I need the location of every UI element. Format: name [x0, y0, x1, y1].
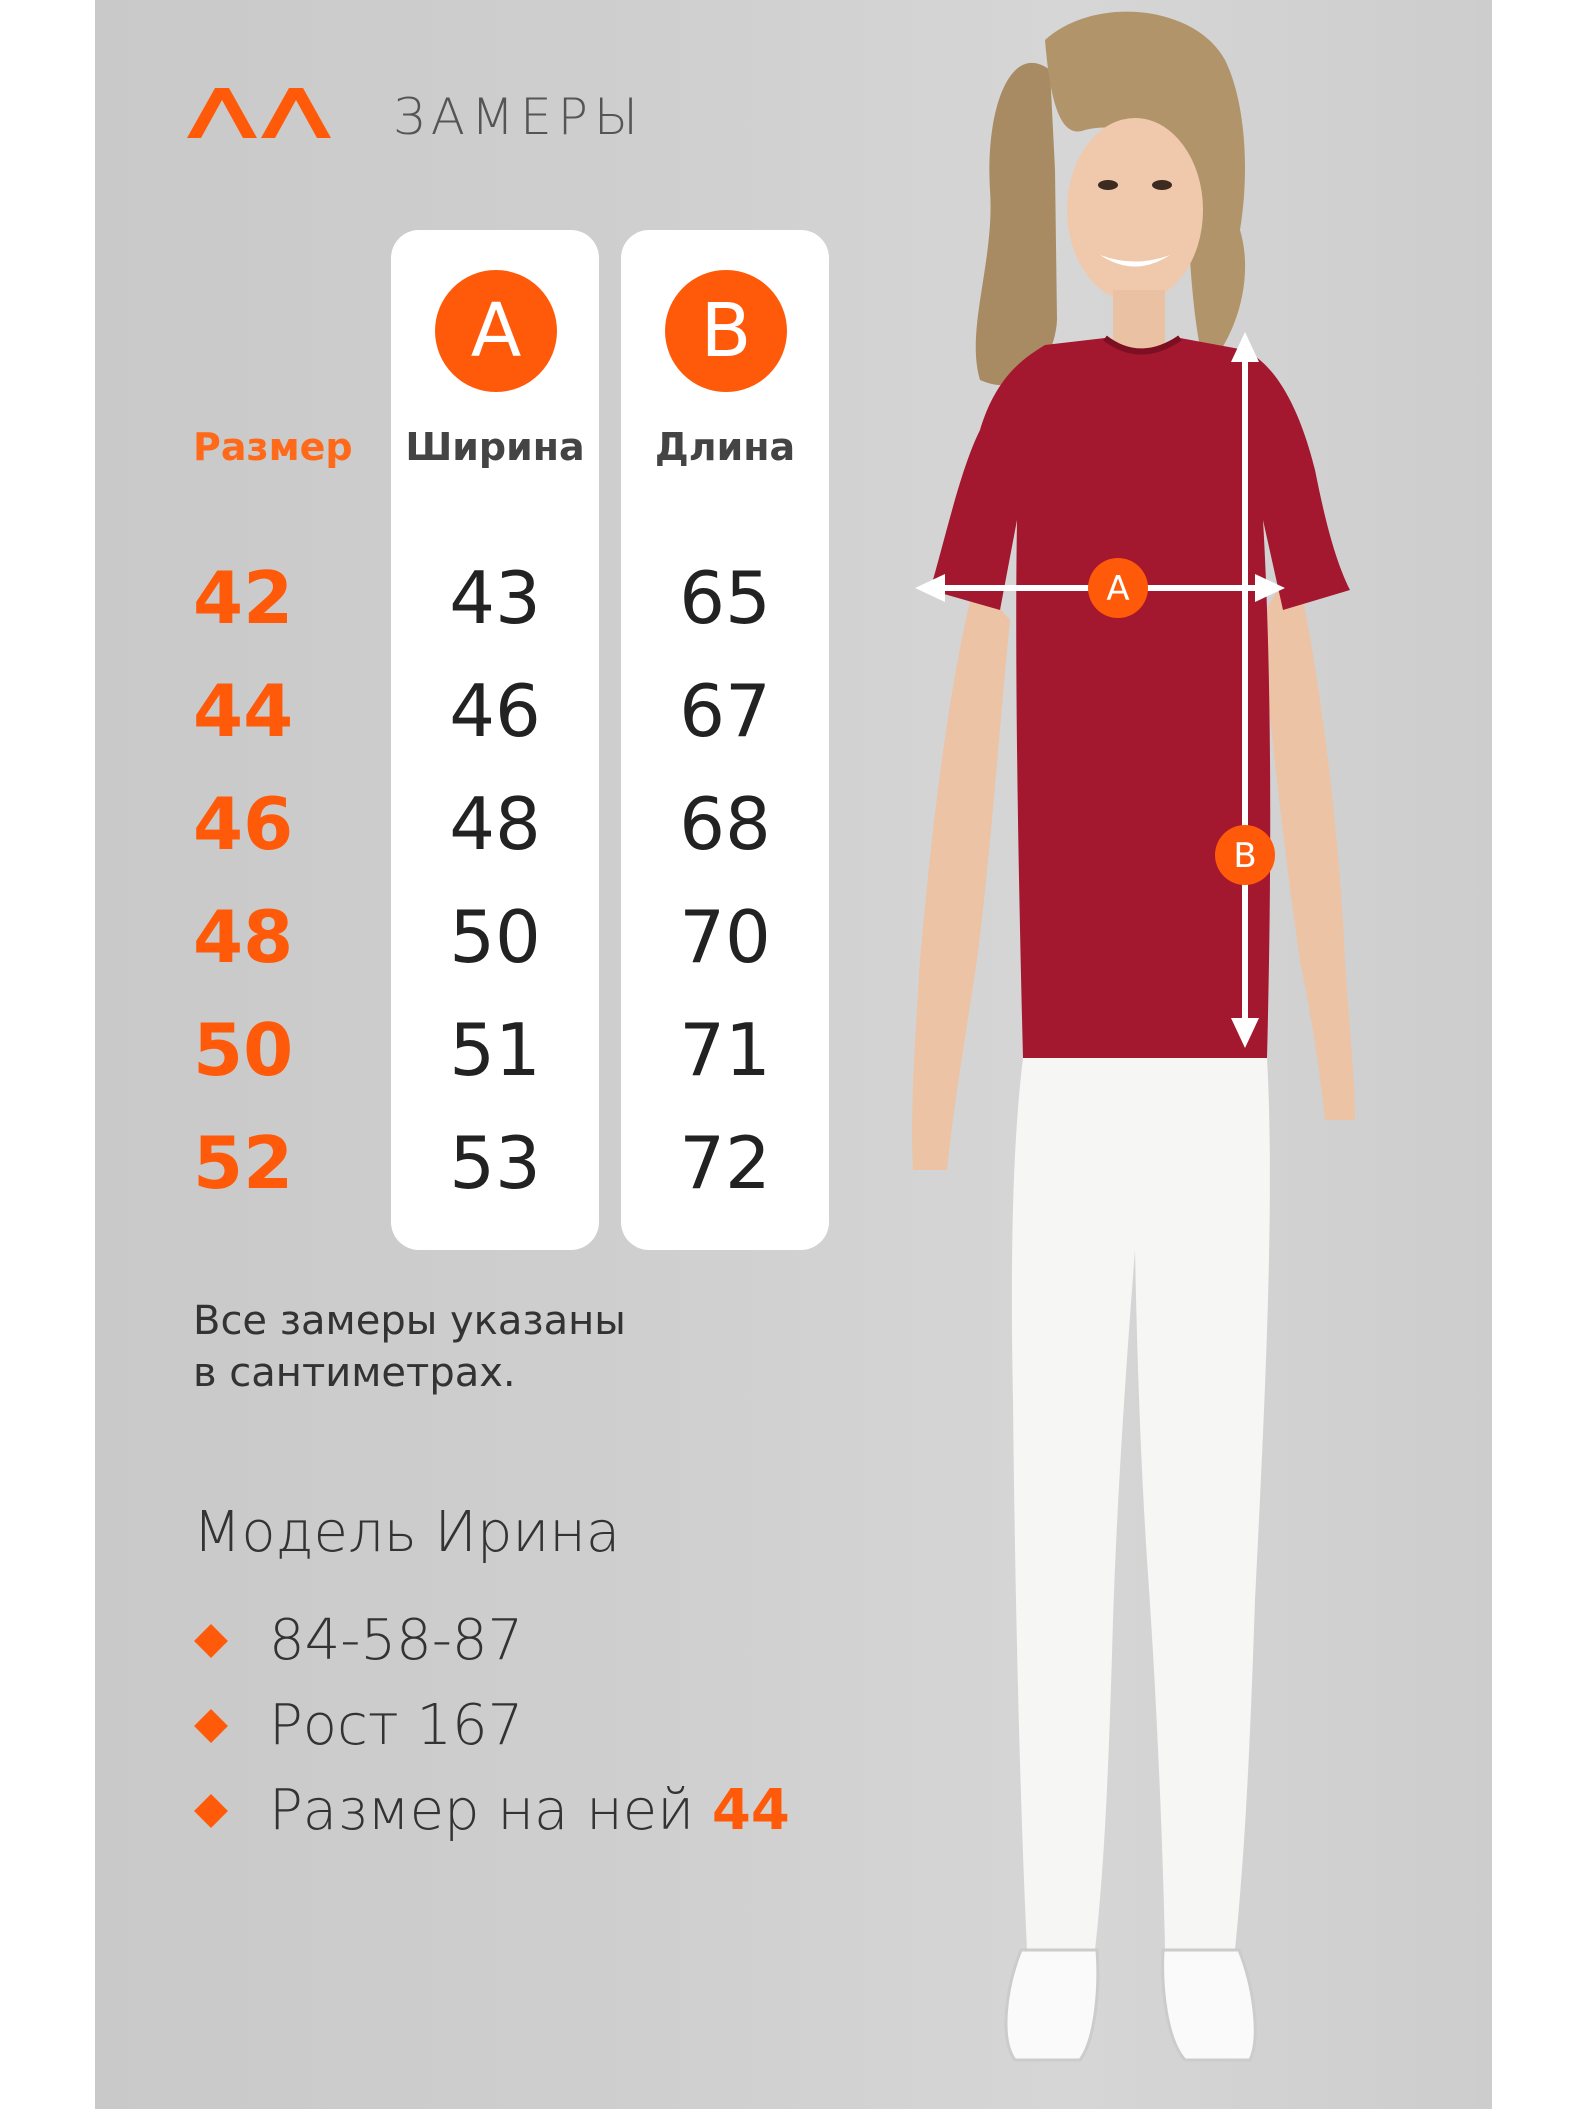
- model-right-arm: [1260, 560, 1355, 1120]
- width-value: 50: [449, 895, 541, 979]
- length-value: 65: [679, 556, 771, 640]
- model-info-item: [193, 1683, 790, 1768]
- model-face: [1067, 118, 1203, 302]
- length-column-header: Длина: [654, 425, 796, 469]
- model-hair: [976, 63, 1057, 385]
- diamond-bullet-icon: [194, 1794, 228, 1828]
- size-value: 50: [193, 1008, 294, 1092]
- badge-a: A: [435, 270, 557, 392]
- model-size-worn: [269, 1778, 790, 1843]
- length-value: 72: [679, 1121, 771, 1205]
- model-shoe: [1163, 1950, 1256, 2060]
- width-value: 53: [449, 1121, 541, 1205]
- model-photo: [795, 0, 1492, 2109]
- model-height: Рост 167: [269, 1693, 524, 1758]
- size-value: 46: [193, 782, 294, 866]
- width-value: 43: [449, 556, 541, 640]
- length-value: 67: [679, 669, 771, 753]
- note-line: в сантиметрах.: [193, 1350, 516, 1396]
- model-info-item: [193, 1598, 790, 1683]
- model-size-value: 44: [711, 1778, 790, 1843]
- badge-b: B: [665, 270, 787, 392]
- size-value: 48: [193, 895, 294, 979]
- page-title: ЗАМЕРЫ: [393, 88, 645, 146]
- model-info-list: [193, 1598, 790, 1853]
- length-value: 68: [679, 782, 771, 866]
- marker-a-label: A: [1106, 569, 1130, 609]
- measurement-note: [193, 1295, 626, 1399]
- size-value: 44: [193, 669, 294, 753]
- size-column: [193, 548, 293, 1226]
- model-measurements: 84-58-87: [269, 1608, 524, 1673]
- size-chart-card: [95, 0, 1492, 2109]
- width-column-header: Ширина: [405, 425, 585, 469]
- width-value: 48: [449, 782, 541, 866]
- model-left-arm: [912, 580, 1010, 1170]
- length-value: 71: [679, 1008, 771, 1092]
- diamond-bullet-icon: [194, 1624, 228, 1658]
- width-values: [391, 548, 599, 1226]
- size-column-header: Размер: [193, 425, 353, 469]
- width-column-panel: [391, 230, 599, 1250]
- model-title: Модель Ирина: [193, 1500, 621, 1565]
- size-value: 42: [193, 556, 294, 640]
- brand-logo: [187, 88, 331, 138]
- model-pants: [1012, 1058, 1270, 1950]
- width-value: 46: [449, 669, 541, 753]
- size-value: 52: [193, 1121, 294, 1205]
- model-size-label: Размер на ней: [269, 1778, 712, 1843]
- width-value: 51: [449, 1008, 541, 1092]
- diamond-bullet-icon: [194, 1709, 228, 1743]
- model-info-item: [193, 1768, 790, 1853]
- length-value: 70: [679, 895, 771, 979]
- model-shoe: [1006, 1950, 1098, 2060]
- marker-b-label: B: [1233, 836, 1257, 876]
- note-line: Все замеры указаны: [193, 1298, 626, 1344]
